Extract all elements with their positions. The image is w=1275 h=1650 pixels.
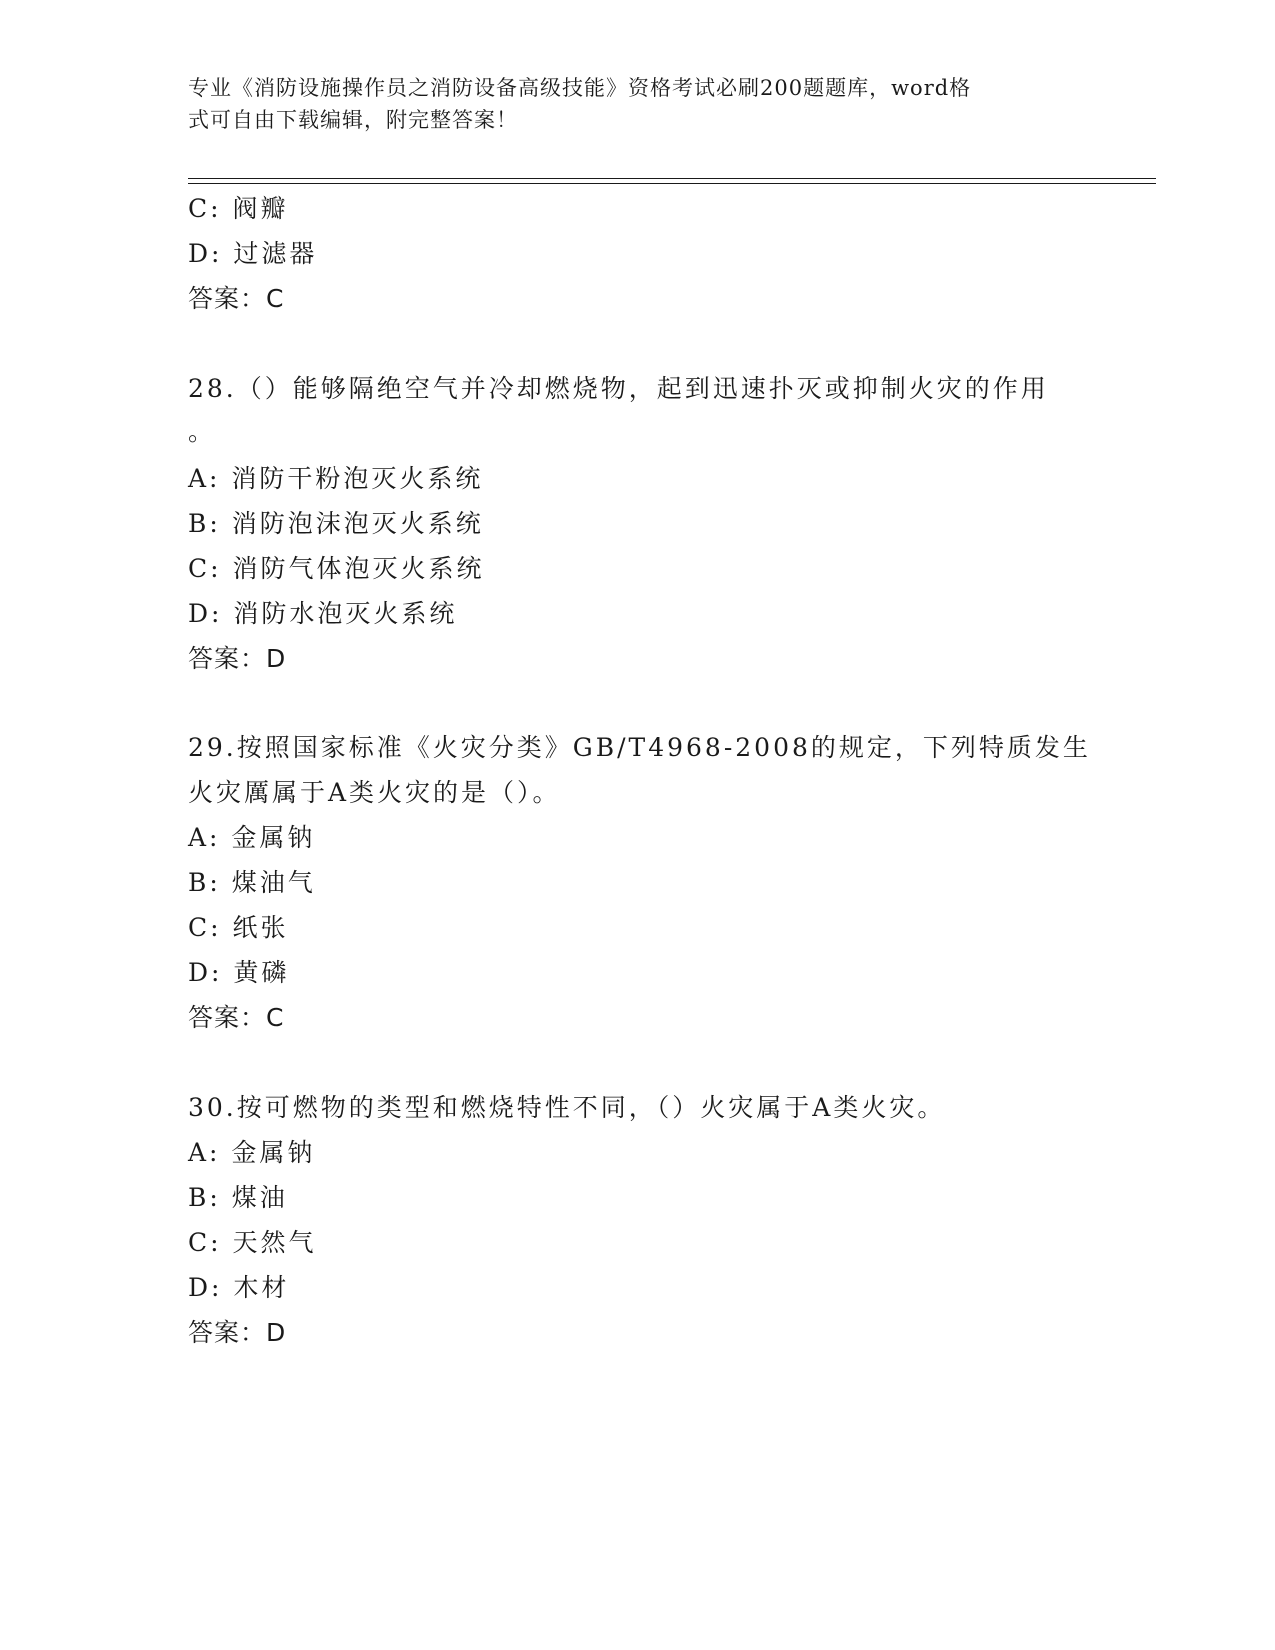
q30-option-a: A: 金属钠 bbox=[188, 1138, 316, 1167]
q29-option-c: C: 纸张 bbox=[188, 913, 289, 942]
q27-option-d: D: 过滤器 bbox=[188, 239, 318, 268]
header-divider-top bbox=[188, 178, 1156, 179]
q30-option-d: D: 木材 bbox=[188, 1273, 290, 1302]
q30-option-b: B: 煤油 bbox=[188, 1183, 288, 1212]
q29-option-a: A: 金属钠 bbox=[188, 823, 316, 852]
header-line-2: 式可自由下载编辑，附完整答案！ bbox=[188, 108, 518, 132]
q29-stem-line-1: 29.按照国家标准《火灾分类》GB/T4968-2008的规定，下列特质发生 bbox=[188, 733, 1091, 762]
page-header bbox=[188, 72, 1068, 136]
q29-stem-line-2: 火灾厲属于A类火灾的是（）。 bbox=[188, 778, 561, 807]
header-line-1: 专业《消防设施操作员之消防设备高级技能》资格考试必刷200题题库，word格 bbox=[188, 76, 972, 100]
q30-answer: 答案：D bbox=[188, 1318, 287, 1347]
q29-option-b: B: 煤油气 bbox=[188, 868, 316, 897]
q28-stem-line-2: 。 bbox=[188, 417, 217, 446]
q27-option-c: C: 阀瓣 bbox=[188, 194, 289, 223]
q28-option-c: C: 消防气体泡灭火系统 bbox=[188, 554, 485, 583]
q28-option-d: D: 消防水泡灭火系统 bbox=[188, 599, 458, 628]
q30-option-c: C: 天然气 bbox=[188, 1228, 317, 1257]
q29-option-d: D: 黄磷 bbox=[188, 958, 290, 987]
q28-option-a: A: 消防干粉泡灭火系统 bbox=[188, 464, 484, 493]
q30-stem-line-1: 30.按可燃物的类型和燃烧特性不同，（）火灾属于A类火灾。 bbox=[188, 1093, 946, 1122]
q28-answer: 答案：D bbox=[188, 644, 287, 673]
q28-stem-line-1: 28.（）能够隔绝空气并冷却燃烧物，起到迅速扑灭或抑制火灾的作用 bbox=[188, 374, 1049, 403]
header-divider-bottom bbox=[188, 183, 1156, 184]
q29-answer: 答案：C bbox=[188, 1003, 285, 1032]
q27-answer: 答案：C bbox=[188, 284, 285, 313]
q28-option-b: B: 消防泡沫泡灭火系统 bbox=[188, 509, 484, 538]
